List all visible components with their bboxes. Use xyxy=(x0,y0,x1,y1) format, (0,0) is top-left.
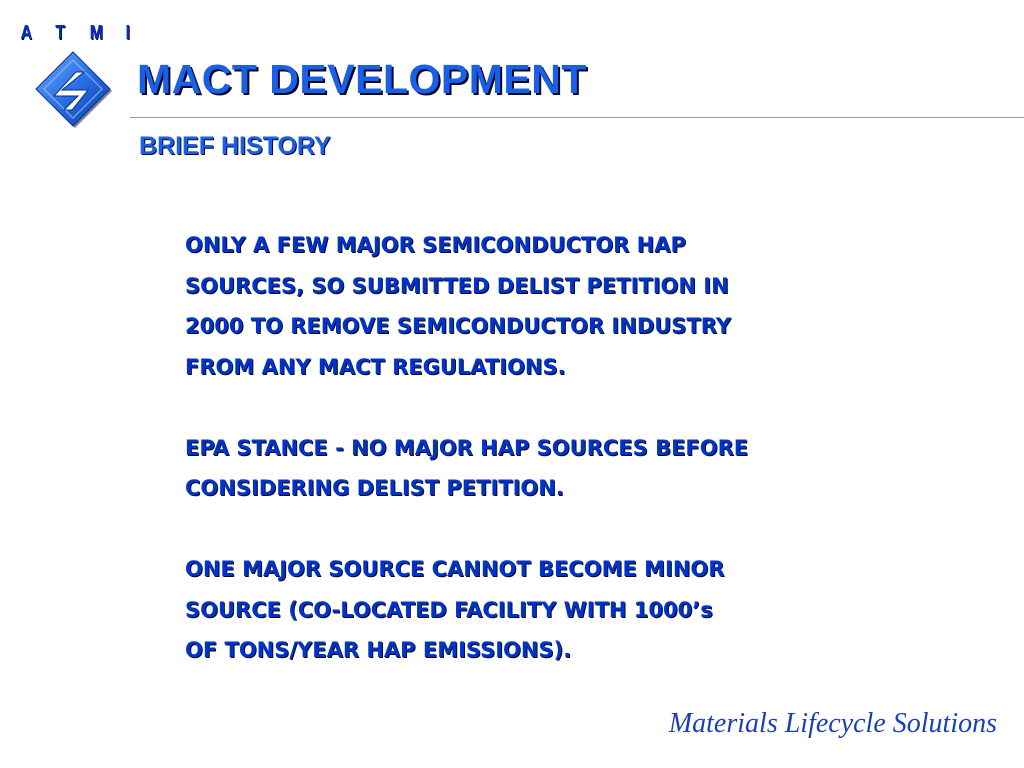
paragraph-delist-petition xyxy=(185,225,985,387)
body-line: EPA STANCE - NO MAJOR HAP SOURCES BEFORE xyxy=(185,435,749,460)
page-title: MACT DEVELOPMENT xyxy=(137,56,587,102)
slide-body xyxy=(185,225,985,671)
page-subtitle: BRIEF HISTORY xyxy=(139,132,331,160)
logo-letter-m: M xyxy=(89,22,103,44)
body-line: SOURCES, SO SUBMITTED DELIST PETITION IN xyxy=(185,273,729,298)
body-line: SOURCE (CO-LOCATED FACILITY WITH 1000’s xyxy=(185,597,713,622)
body-line: FROM ANY MACT REGULATIONS. xyxy=(185,354,566,379)
body-line: 2000 TO REMOVE SEMICONDUCTOR INDUSTRY xyxy=(185,314,731,338)
body-line: CONSIDERING DELIST PETITION. xyxy=(185,476,564,500)
logo-letter-i: I xyxy=(125,22,131,44)
logo-letter-t: T xyxy=(55,22,66,44)
logo-letter-a: A xyxy=(20,22,33,44)
paragraph-epa-stance xyxy=(185,428,985,509)
footer-tagline: Materials Lifecycle Solutions xyxy=(668,708,997,739)
logo-letters xyxy=(19,23,131,43)
paragraph-major-source xyxy=(185,549,985,671)
atmi-diamond-logo-icon xyxy=(32,50,114,132)
title-divider xyxy=(130,117,1024,118)
body-line: ONE MAJOR SOURCE CANNOT BECOME MINOR xyxy=(185,557,725,581)
body-line: ONLY A FEW MAJOR SEMICONDUCTOR HAP xyxy=(185,233,686,257)
body-line: OF TONS/YEAR HAP EMISSIONS). xyxy=(185,638,572,662)
